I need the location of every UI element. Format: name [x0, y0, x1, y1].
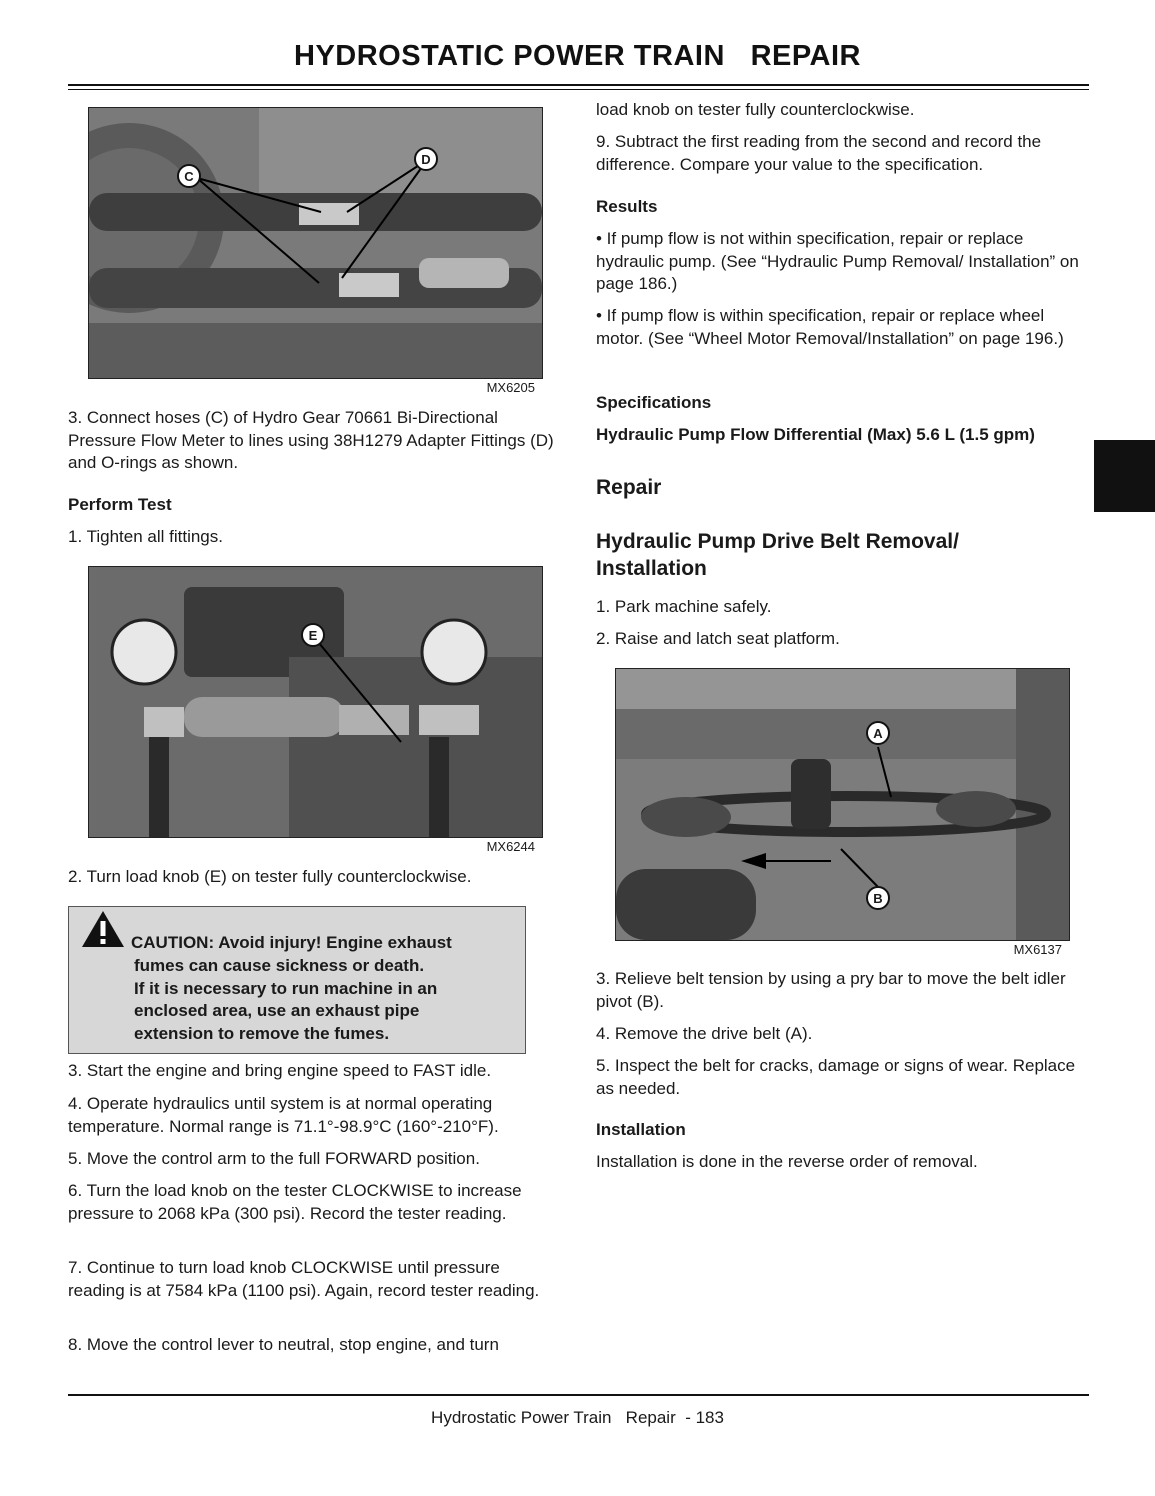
test-step-5: 5. Move the control arm to the full FORWARD position. [68, 1149, 480, 1168]
caution-line-1: CAUTION: Avoid injury! Engine exhaust [131, 933, 452, 952]
callout-e: E [301, 623, 325, 647]
header-rule-thin [68, 89, 1089, 90]
figure-drive-belt-photo [615, 668, 1070, 941]
step-8-continued: load knob on tester fully counterclockwise. [596, 100, 915, 119]
repair-heading: Repair [596, 476, 662, 499]
installation-text: Installation is done in the reverse order of removal. [596, 1152, 978, 1171]
callout-c: C [177, 164, 201, 188]
page-title: HYDROSTATIC POWER TRAIN REPAIR [294, 40, 861, 72]
perform-test-heading: Perform Test [68, 495, 172, 514]
test-step-3: 3. Start the engine and bring engine speed to FAST idle. [68, 1061, 492, 1080]
caution-line-5: extension to remove the fumes. [134, 1024, 390, 1043]
figure-caption: MX6244 [486, 839, 535, 854]
installation-heading: Installation [596, 1120, 686, 1139]
step-9: 9. Subtract the first reading from the second and record the difference. Compare your value to the specification. [596, 132, 1042, 174]
belt-step-2: 2. Raise and latch seat platform. [596, 629, 840, 648]
flow-meter-illustration [89, 567, 542, 837]
result-item-2: • If pump flow is within specification, repair or replace wheel motor. (See “Wheel Motor Removal/Installation” on page 196.) [596, 306, 1064, 348]
figure-caption: MX6137 [1013, 942, 1062, 957]
test-step-8: 8. Move the control lever to neutral, stop engine, and turn [68, 1335, 499, 1354]
test-step-6: 6. Turn the load knob on the tester CLOCKWISE to increase pressure to 2068 kPa (300 psi). Record the tester reading. [68, 1181, 522, 1223]
drive-belt-illustration [616, 669, 1069, 940]
specification-pump-flow: Hydraulic Pump Flow Differential (Max) 5.6 L (1.5 gpm) [596, 425, 1035, 444]
figure-flow-meter-photo [88, 566, 543, 838]
belt-step-1: 1. Park machine safely. [596, 597, 772, 616]
belt-removal-heading-line-1: Hydraulic Pump Drive Belt Removal/ [596, 530, 959, 553]
header-rule [68, 84, 1089, 86]
specifications-heading: Specifications [596, 393, 712, 412]
callout-d: D [414, 147, 438, 171]
figure-hose-connection-photo [88, 107, 543, 379]
caution-box [68, 906, 526, 1054]
belt-step-5: 5. Inspect the belt for cracks, damage or signs of wear. Replace as needed. [596, 1056, 1076, 1098]
section-tab-marker [1094, 440, 1155, 512]
callout-b: B [866, 886, 890, 910]
page-footer: Hydrostatic Power Train Repair - 183 [431, 1408, 724, 1427]
callout-a: A [866, 721, 890, 745]
figure-caption: MX6205 [486, 380, 535, 395]
test-step-1: 1. Tighten all fittings. [68, 527, 223, 546]
test-step-7: 7. Continue to turn load knob CLOCKWISE until pressure reading is at 7584 kPa (1100 psi). Again, record tester reading. [68, 1258, 540, 1300]
test-step-4: 4. Operate hydraulics until system is at normal operating temperature. Normal range is 71.1°-98.9°C (160°-210°F). [68, 1094, 499, 1136]
belt-removal-heading-line-2: Installation [596, 557, 707, 580]
footer-rule [68, 1394, 1089, 1396]
step-3-connect-hoses: 3. Connect hoses (C) of Hydro Gear 70661 Bi-Directional Pressure Flow Meter to lines using 38H1279 Adapter Fittings (D) and O-rings as shown. [68, 408, 554, 472]
test-step-2: 2. Turn load knob (E) on tester fully counterclockwise. [68, 867, 472, 886]
belt-step-3: 3. Relieve belt tension by using a pry bar to move the belt idler pivot (B). [596, 969, 1066, 1011]
results-heading: Results [596, 197, 658, 216]
caution-line-3: If it is necessary to run machine in an [134, 979, 438, 998]
result-item-1: • If pump flow is not within specification, repair or replace hydraulic pump. (See “Hydraulic Pump Removal/ Installation” on page 186.) [596, 229, 1079, 293]
hose-connection-illustration [89, 108, 542, 378]
warning-triangle-icon [81, 910, 125, 948]
caution-line-4: enclosed area, use an exhaust pipe [134, 1001, 420, 1020]
caution-line-2: fumes can cause sickness or death. [134, 956, 425, 975]
belt-step-4: 4. Remove the drive belt (A). [596, 1024, 813, 1043]
